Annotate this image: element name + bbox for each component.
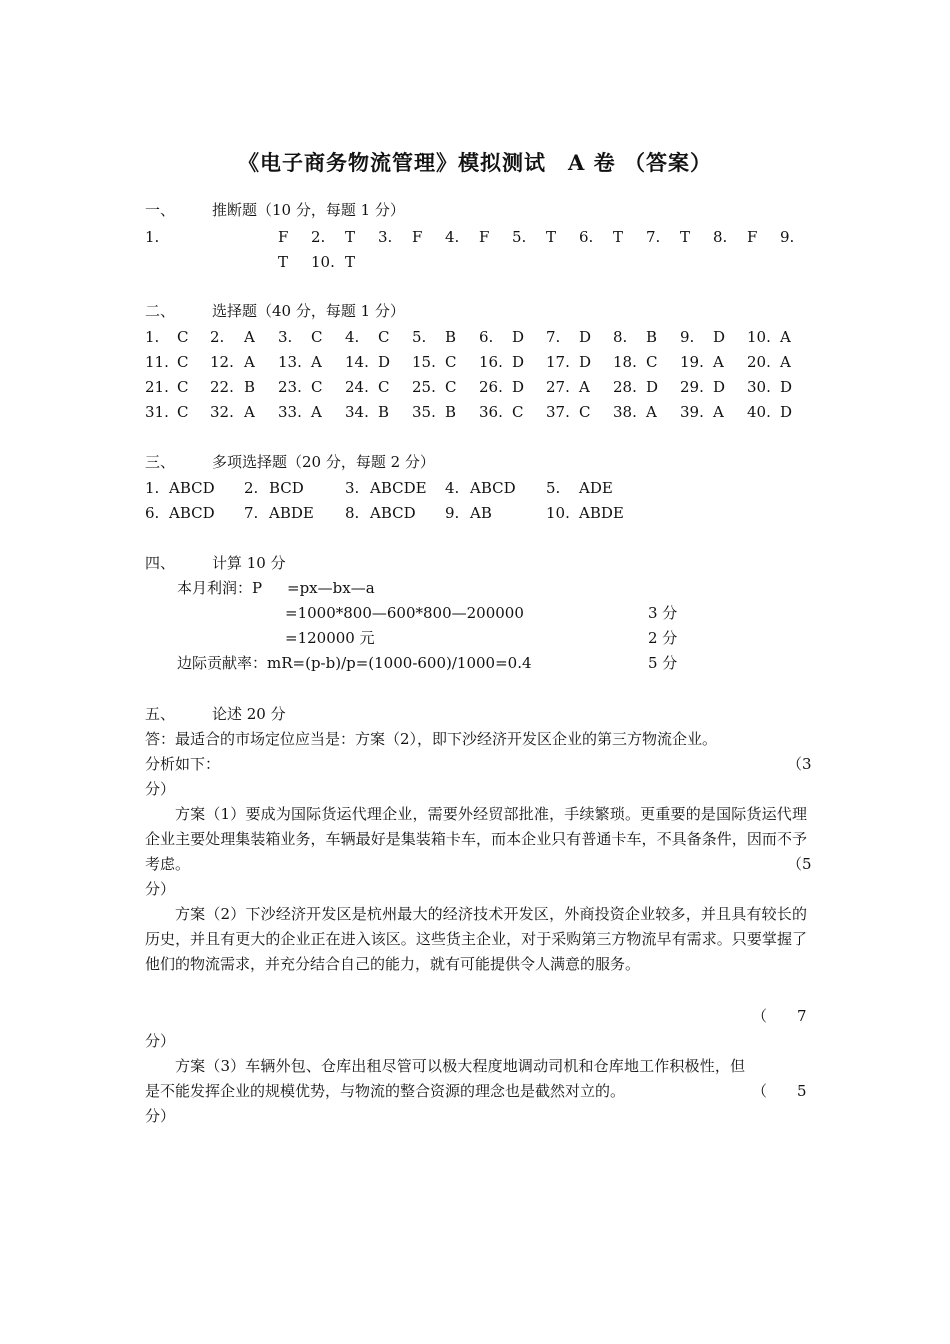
section-2-number: 二、 — [145, 302, 176, 320]
paragraph-option-3: 方案（3）车辆外包、仓库出租尽管可以极大程度地调动司机和仓库地工作积极性，但是不能发挥企业的规模优势，与物流的整合资源的理念也是截然对立的。 — [145, 1057, 745, 1100]
section-3-row — [0, 501, 950, 526]
answer-cell: C — [445, 353, 457, 371]
question-number: 8. — [345, 504, 360, 522]
answer-cell: 2. — [311, 228, 326, 246]
question-number: 5. — [546, 479, 561, 497]
section-1-line-1 — [0, 225, 950, 250]
formula-line-2: =1000*800—600*800—200000 — [285, 604, 524, 622]
question-number: 19. — [680, 353, 704, 371]
answer-cell: C — [177, 403, 189, 421]
option-1-score-open: （5 — [787, 855, 812, 873]
section-1-answers — [0, 225, 950, 275]
section-3-heading: 多项选择题（20 分，每题 2 分） — [212, 453, 435, 471]
answer-cell: T — [278, 253, 289, 271]
section-1-line-2 — [0, 250, 950, 275]
formula-line-3: =120000 元 — [285, 629, 375, 647]
answer-cell: B — [646, 328, 658, 346]
answer-cell: D — [646, 378, 659, 396]
question-number: 23. — [278, 378, 302, 396]
question-number: 40. — [747, 403, 771, 421]
answer-cell: C — [177, 353, 189, 371]
section-2-row — [0, 325, 950, 350]
question-number: 20. — [747, 353, 771, 371]
answer-cell: D — [512, 328, 525, 346]
answer-cell: C — [311, 328, 323, 346]
answer-cell: 5. — [512, 228, 527, 246]
answer-cell: D — [780, 403, 793, 421]
answer-cell: D — [780, 378, 793, 396]
question-number: 29. — [680, 378, 704, 396]
question-number: 16. — [479, 353, 503, 371]
answer-cell: D — [579, 353, 592, 371]
answer-cell: 8. — [713, 228, 728, 246]
answer-cell: 6. — [579, 228, 594, 246]
section-3-row — [0, 476, 950, 501]
answer-cell: A — [579, 378, 590, 396]
question-number: 35. — [412, 403, 436, 421]
section-5-number: 五、 — [145, 705, 176, 723]
score-line-3: 2 分 — [648, 629, 678, 647]
section-2-row — [0, 350, 950, 375]
section-3-answers — [0, 476, 950, 526]
score-line-2: 3 分 — [648, 604, 678, 622]
answer-cell: C — [512, 403, 524, 421]
section-4-number: 四、 — [145, 554, 176, 572]
answer-cell: T — [345, 253, 356, 271]
section-5-heading: 论述 20 分 — [212, 705, 286, 723]
question-number: 15. — [412, 353, 436, 371]
answer-cell: ABCD — [370, 504, 416, 522]
question-number: 36. — [479, 403, 503, 421]
answer-cell: A — [311, 353, 322, 371]
question-number: 10. — [747, 328, 771, 346]
question-number: 25. — [412, 378, 436, 396]
section-1-item-1: 1. — [145, 228, 160, 246]
analysis-score-open: （3 — [787, 755, 812, 773]
question-number: 7. — [546, 328, 561, 346]
answer-cell: 4. — [445, 228, 460, 246]
question-number: 5. — [412, 328, 427, 346]
answer-cell: ABCD — [169, 479, 215, 497]
answer-cell: A — [713, 403, 724, 421]
section-2-row — [0, 400, 950, 425]
answer-cell: 9. — [780, 228, 795, 246]
question-number: 3. — [278, 328, 293, 346]
answer-cell: A — [244, 353, 255, 371]
answer-cell: D — [512, 353, 525, 371]
answer-line: 答：最适合的市场定位应当是：方案（2），即下沙经济开发区企业的第三方物流企业。 — [145, 730, 718, 748]
question-number: 1. — [145, 479, 160, 497]
question-number: 9. — [445, 504, 460, 522]
answer-cell: D — [713, 378, 726, 396]
analysis-label: 分析如下： — [145, 755, 221, 773]
answer-cell: A — [646, 403, 657, 421]
section-4-heading: 计算 10 分 — [212, 554, 286, 572]
paragraph-option-1: 方案（1）要成为国际货运代理企业，需要外经贸部批准，手续繁琐。更重要的是国际货运代理企业主要处理集装箱业务，车辆最好是集装箱卡车，而本企业只有普通卡车，不具备条件，因而不予考虑。 — [145, 805, 807, 873]
answer-cell: C — [445, 378, 457, 396]
answer-cell: ABCD — [470, 479, 516, 497]
section-1-number: 一、 — [145, 201, 176, 219]
answer-cell: B — [378, 403, 390, 421]
question-number: 17. — [546, 353, 570, 371]
page-title: 《电子商务物流管理》模拟测试 A 卷 （答案） — [238, 150, 712, 175]
answer-cell: 7. — [646, 228, 661, 246]
answer-cell: C — [378, 378, 390, 396]
answer-cell: A — [244, 403, 255, 421]
section-2-row — [0, 375, 950, 400]
section-2-heading: 选择题（40 分，每题 1 分） — [212, 302, 405, 320]
answer-cell: A — [713, 353, 724, 371]
answer-cell: ABCDE — [370, 479, 427, 497]
answer-cell: T — [546, 228, 557, 246]
question-number: 2. — [210, 328, 225, 346]
section-1-heading: 推断题（10 分，每题 1 分） — [212, 201, 405, 219]
question-number: 8. — [613, 328, 628, 346]
question-number: 2. — [244, 479, 259, 497]
answer-cell: F — [278, 228, 289, 246]
paragraph-option-2: 方案（2）下沙经济开发区是杭州最大的经济技术开发区，外商投资企业较多，并且具有较长的历史，并且有更大的企业正在进入该区。这些货主企业，对于采购第三方物流早有需求。只要掌握了他们的物流需求，并充分结合自己的能力，就有可能提供令人满意的服务。 — [145, 905, 807, 973]
answer-cell: ABCD — [169, 504, 215, 522]
question-number: 10. — [546, 504, 570, 522]
answer-cell: ADE — [579, 479, 613, 497]
answer-cell: F — [747, 228, 758, 246]
answer-cell: C — [177, 328, 189, 346]
answer-cell: 10. — [311, 253, 335, 271]
question-number: 12. — [210, 353, 234, 371]
question-number: 31. — [145, 403, 169, 421]
question-number: 4. — [345, 328, 360, 346]
answer-cell: C — [177, 378, 189, 396]
question-number: 22. — [210, 378, 234, 396]
question-number: 28. — [613, 378, 637, 396]
answer-cell: D — [579, 328, 592, 346]
option-2-score-open: （ — [752, 1007, 768, 1025]
answer-cell: BCD — [269, 479, 304, 497]
answer-cell: F — [412, 228, 423, 246]
answer-cell: B — [445, 328, 457, 346]
answer-cell: C — [646, 353, 658, 371]
answer-cell: C — [378, 328, 390, 346]
margin-contribution-line: 边际贡献率：mR=(p-b)/p=(1000-600)/1000=0.4 — [177, 654, 532, 672]
score-line-4: 5 分 — [648, 654, 678, 672]
question-number: 21. — [145, 378, 169, 396]
answer-cell: D — [713, 328, 726, 346]
option-3-score-num: 5 — [797, 1082, 807, 1100]
analysis-score-close: 分） — [145, 780, 176, 798]
question-number: 39. — [680, 403, 704, 421]
option-1-score-close: 分） — [145, 880, 176, 898]
answer-cell: B — [445, 403, 457, 421]
answer-cell: A — [311, 403, 322, 421]
question-number: 26. — [479, 378, 503, 396]
answer-cell: T — [680, 228, 691, 246]
answer-cell: C — [311, 378, 323, 396]
question-number: 3. — [345, 479, 360, 497]
question-number: 37. — [546, 403, 570, 421]
question-number: 34. — [345, 403, 369, 421]
question-number: 6. — [145, 504, 160, 522]
option-2-score-close: 分） — [145, 1032, 176, 1050]
option-3-score-open: （ — [752, 1082, 768, 1100]
question-number: 1. — [145, 328, 160, 346]
answer-cell: T — [613, 228, 624, 246]
question-number: 30. — [747, 378, 771, 396]
question-number: 6. — [479, 328, 494, 346]
answer-cell: B — [244, 378, 256, 396]
answer-cell: A — [780, 328, 791, 346]
question-number: 7. — [244, 504, 259, 522]
question-number: 38. — [613, 403, 637, 421]
question-number: 27. — [546, 378, 570, 396]
question-number: 11. — [145, 353, 169, 371]
answer-cell: ABDE — [269, 504, 314, 522]
option-3-score-close: 分） — [145, 1107, 176, 1125]
formula-line-1: =px—bx—a — [287, 579, 375, 597]
question-number: 14. — [345, 353, 369, 371]
question-number: 24. — [345, 378, 369, 396]
answer-cell: AB — [470, 504, 492, 522]
answer-cell: ABDE — [579, 504, 624, 522]
answer-cell: 3. — [378, 228, 393, 246]
question-number: 9. — [680, 328, 695, 346]
answer-cell: F — [479, 228, 490, 246]
answer-cell: A — [244, 328, 255, 346]
profit-label: 本月利润：P — [177, 579, 263, 597]
question-number: 18. — [613, 353, 637, 371]
question-number: 32. — [210, 403, 234, 421]
answer-cell: A — [780, 353, 791, 371]
answer-cell: D — [378, 353, 391, 371]
question-number: 13. — [278, 353, 302, 371]
question-number: 4. — [445, 479, 460, 497]
option-2-score-num: 7 — [797, 1007, 807, 1025]
answer-cell: C — [579, 403, 591, 421]
section-2-answers — [0, 325, 950, 425]
answer-cell: T — [345, 228, 356, 246]
question-number: 33. — [278, 403, 302, 421]
answer-cell: D — [512, 378, 525, 396]
section-3-number: 三、 — [145, 453, 176, 471]
